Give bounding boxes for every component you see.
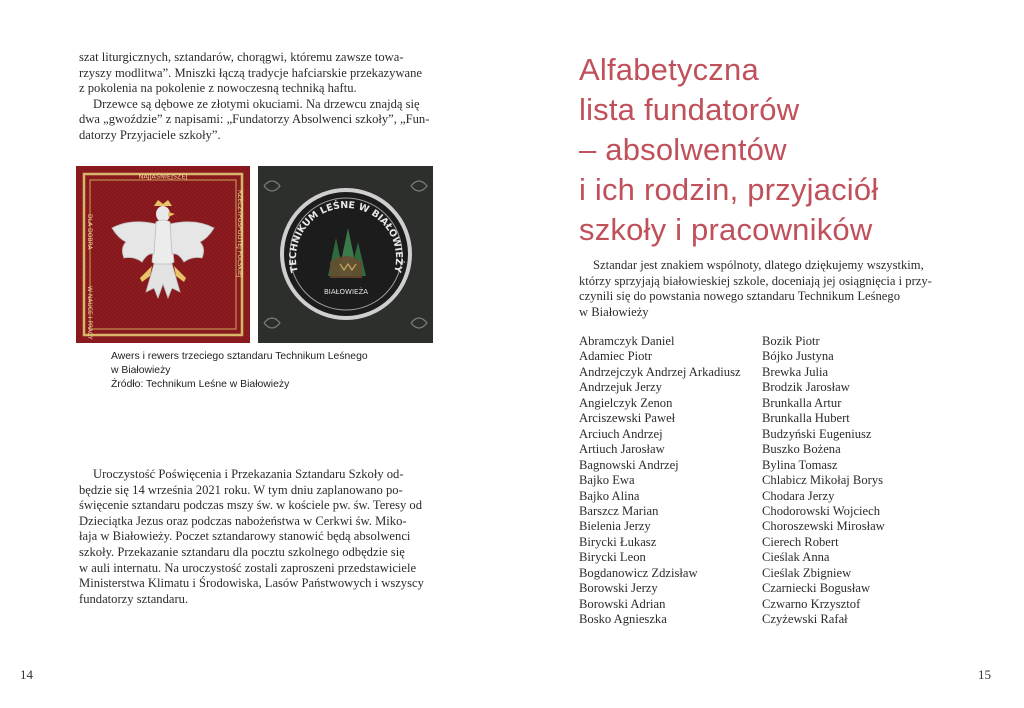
founders-list-column-1 [579,334,741,628]
paragraph-embroidery [79,50,435,97]
founder-name: Andrzejczyk Andrzej Arkadiusz [579,364,741,379]
founder-name: Andrzejuk Jerzy [579,380,662,395]
text-line: z pokolenia na pokolenie z nowoczesną techniką haftu. [79,81,357,96]
founder-name: Brunkalla Artur [762,395,842,410]
founder-name: Barszcz Marian [579,503,659,518]
caption-source: Źródło: Technikum Leśne w Białowieży [111,379,290,390]
text-line: dwa „gwoździe” z napisami: „Fundatorzy Absolwenci szkoły”, „Fun- [79,112,430,127]
founder-name: Buszko Bożena [762,442,841,457]
founder-name: Bosko Agnieszka [579,612,667,627]
founder-name: Chodara Jerzy [762,488,835,503]
paragraph-staff [79,97,435,144]
founder-name: Arciszewski Paweł [579,411,676,426]
founder-name: Bagnowski Andrzej [579,457,679,472]
text-line: szat liturgicznych, sztandarów, chorągwi, któremu zawsze towa- [79,50,404,64]
title-line: Alfabetyczna [579,52,759,87]
founder-name: Cieślak Anna [762,550,830,565]
text-line: Sztandar jest znakiem wspólnoty, dlatego dziękujemy wszystkim, [593,258,924,272]
founder-name: Bozik Piotr [762,334,820,348]
awers-text-left: DLA DOBRA [86,214,93,250]
founder-name: Cierech Robert [762,534,839,549]
founder-name: Brodzik Jarosław [762,380,850,395]
founder-name: Czarniecki Bogusław [762,581,871,596]
caption-line: w Białowieży [111,365,171,376]
text-line: Uroczystość Poświęcenia i Przekazania Sztandaru Szkoły od- [93,467,404,481]
founder-name: Adamiec Piotr [579,349,653,364]
photo-caption [111,350,431,392]
founder-name: Bójko Justyna [762,349,834,364]
founder-name: Bajko Ewa [579,473,635,488]
text-line: będzie się 14 września 2021 roku. W tym dniu zaplanowano po- [79,482,403,497]
founder-name: Angielczyk Zenon [579,395,673,410]
intro-paragraph [579,258,951,320]
paragraph-ceremony [79,467,435,607]
text-line: Drzewce są dębowe ze złotymi okuciami. Na drzewcu znajdą się [93,96,420,111]
text-line: fundatorzy sztandaru. [79,591,189,606]
awers-text-bottom: W NAUCE I PRACY [86,286,93,340]
section-title [579,50,878,250]
founder-name: Chodorowski Wojciech [762,503,881,518]
caption-line: Awers i rewers trzeciego sztandaru Technikum Leśnego [111,351,368,362]
founder-name: Artiuch Jarosław [579,442,665,457]
left-top-text [79,50,435,144]
right-page [512,0,1024,708]
founder-name: Bajko Alina [579,488,640,503]
text-line: którzy sprzyjają białowieskiej szkole, doceniają jej osiągnięcia i przy- [579,273,932,288]
text-line: Ministerstwa Klimatu i Środowiska, Lasów Państwowych i wszyscy [79,576,424,591]
founders-list-column-2 [762,334,885,628]
awers-text-right: RZECZYPOSPOLITEJ POLSKIEJ [236,190,243,278]
founder-name: Czyżewski Rafał [762,612,848,627]
banner-awers-photo [76,166,250,343]
founder-name: Borowski Adrian [579,596,666,611]
title-line: szkoły i pracowników [579,212,873,247]
banner-rewers-photo [258,166,433,343]
title-line: lista fundatorów [579,92,800,127]
founder-name: Brewka Julia [762,364,829,379]
founder-name: Choroszewski Mirosław [762,519,885,534]
page-number-left: 14 [20,667,33,682]
founder-name: Birycki Łukasz [579,534,657,549]
awers-text-top: NAJJAŚNIEJSZEJ [138,172,188,181]
founder-name: Bielenia Jerzy [579,519,651,534]
text-line: łaja w Białowieży. Poczet sztandarowy stanowić będą absolwenci [79,529,411,544]
title-line: – absolwentów [579,132,787,167]
founder-name: Birycki Leon [579,550,646,565]
text-line: rzyszy modlitwa”. Mniszki łączą tradycje hafciarskie przekazywane [79,65,423,80]
founder-name: Borowski Jerzy [579,581,658,596]
text-line: czynili się do powstania nowego sztandaru Technikum Leśnego [579,289,900,304]
text-line: szkoły. Przekazanie sztandaru dla pocztu szkolnego odbędzie się [79,544,405,559]
founder-name: Budzyński Eugeniusz [762,426,872,441]
rewers-inscription: TECHNIKUM LEŚNE W BIAŁOWIEŻY [287,199,405,274]
founder-name: Abramczyk Daniel [579,334,675,348]
founder-name: Brunkalla Hubert [762,411,850,426]
founder-name: Cieślak Zbigniew [762,565,852,580]
text-line: Dzieciątka Jezus oraz podczas nabożeństwa w Cerkwi św. Miko- [79,513,407,528]
founder-name: Bylina Tomasz [762,457,838,472]
founder-name: Arciuch Andrzej [579,426,663,441]
page-number-right: 15 [978,667,991,682]
text-line: w auli internatu. Na uroczystość zostali zaproszeni przedstawiciele [79,560,417,575]
founder-name: Chlabicz Mikołaj Borys [762,473,884,488]
text-line: datorzy Przyjaciele szkoły”. [79,127,221,142]
text-line: święcenie sztandaru podczas mszy św. w kościele pw. św. Teresy od [79,498,423,513]
rewers-text-bottom: BIAŁOWIEŻA [323,288,369,296]
left-bottom-text [79,467,435,607]
founder-name: Czwarno Krzysztof [762,596,861,611]
title-line: i ich rodzin, przyjaciół [579,172,879,207]
founder-name: Bogdanowicz Zdzisław [579,565,698,580]
text-line: w Białowieży [579,304,649,319]
